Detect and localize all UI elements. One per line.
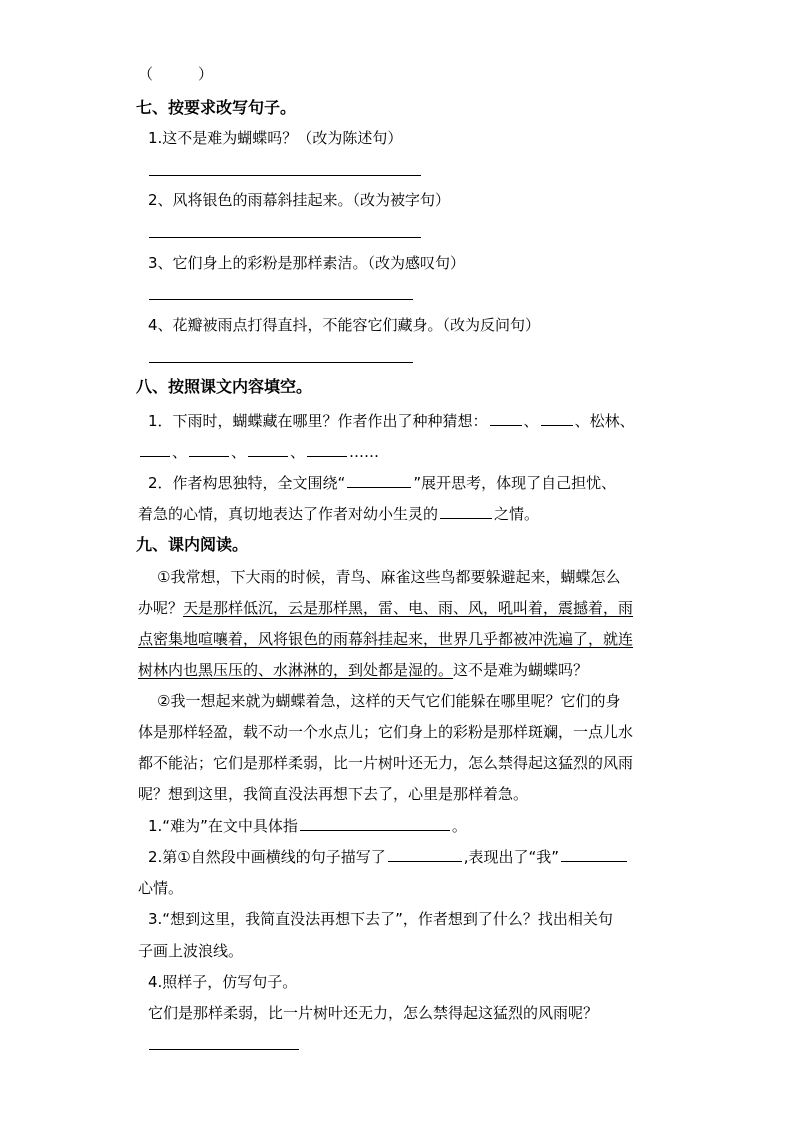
top-answer-paren: （ ） <box>138 65 214 83</box>
s8-q1-blank-2[interactable] <box>541 411 573 426</box>
s8-q1-sep: 、 <box>290 443 306 461</box>
passage-p2-line-4: 呢？想到这里，我简直没法再想下去了，心里是那样着急。 <box>138 785 529 803</box>
s8-q1-blank-3[interactable] <box>140 442 170 457</box>
s7-answer-line-4[interactable] <box>149 362 413 363</box>
passage-p1-line-4 <box>138 659 588 681</box>
passage-p2-line-2: 体是那样轻盈，载不动一个水点儿；它们身上的彩粉是那样斑斓，一点儿水 <box>138 723 634 741</box>
s9-q2-blank-1[interactable] <box>388 847 462 862</box>
s9-q1-blank[interactable] <box>300 816 450 831</box>
s8-q1-blank-6[interactable] <box>307 442 347 457</box>
s9-question-2-line-2: 心情。 <box>138 879 184 897</box>
s8-q1-text: 1．下雨时，蝴蝶藏在哪里？作者作出了种种猜想： <box>148 412 488 430</box>
s9-question-3-line-1: 3.“想到这里，我简直没法再想下去了”，作者想到了什么？找出相关句 <box>148 910 613 928</box>
s8-q2-text-c: 着急的心情，真切地表达了作者对幼小生灵的 <box>138 505 439 523</box>
s9-question-3-line-2: 子画上波浪线。 <box>138 942 244 960</box>
s8-q2-text-b: ”展开思考，体现了自己担忧、 <box>413 474 617 492</box>
s8-q1-sep: 、 <box>523 412 539 430</box>
passage-p1-underlined: 树林内也黑压压的、水淋淋的，到处都是湿的。 <box>138 661 454 679</box>
s9-question-4: 4.照样子，仿写句子。 <box>148 973 298 991</box>
s8-question-1-line-2 <box>138 441 379 463</box>
s9-q1-text: 1.“难为”在文中具体指 <box>148 817 298 835</box>
s8-question-2-line-2 <box>138 503 539 525</box>
passage-p1-plain: 办呢？ <box>138 599 184 617</box>
s8-q1-sep: 、 <box>172 443 188 461</box>
passage-p1-line-1: ①我常想，下大雨的时候，青鸟、麻雀这些鸟都要躲避起来，蝴蝶怎么 <box>157 568 621 586</box>
s8-question-1-line-1 <box>148 410 635 432</box>
passage-p1-line-3: 点密集地喧嚷着，风将银色的雨幕斜挂起来，世界几乎都被冲洗遍了，就连 <box>138 630 634 648</box>
passage-p1-line-2 <box>138 597 633 619</box>
s9-q2-text-a: 2.第①自然段中画横线的句子描写了 <box>148 848 386 866</box>
s7-answer-line-3[interactable] <box>149 299 413 300</box>
s9-q4-example-sentence: 它们是那样柔弱，比一片树叶还无力，怎么禁得起这猛烈的风雨呢？ <box>148 1004 599 1022</box>
s7-question-2: 2、风将银色的雨幕斜挂起来。（改为被字句） <box>148 191 451 209</box>
passage-p1-plain: 这不是难为蝴蝶吗？ <box>453 661 589 679</box>
s8-q2-blank-1[interactable] <box>347 473 411 488</box>
s7-question-1: 1.这不是难为蝴蝶吗？（改为陈述句） <box>148 129 403 147</box>
s9-q4-answer-line[interactable] <box>149 1049 299 1050</box>
s8-q2-text-d: 之情。 <box>494 505 540 523</box>
s8-q1-sep: 、 <box>231 443 247 461</box>
s8-q1-blank-4[interactable] <box>189 442 229 457</box>
s8-q1-sep: 、 <box>619 412 635 430</box>
s8-q2-text-a: 2．作者构思独特，全文围绕“ <box>148 474 346 492</box>
s8-q1-blank-5[interactable] <box>248 442 288 457</box>
s7-answer-line-2[interactable] <box>149 237 421 238</box>
s9-q1-end: 。 <box>451 817 467 835</box>
s7-answer-line-1[interactable] <box>149 175 421 176</box>
s7-question-3: 3、它们身上的彩粉是那样素洁。（改为感叹句） <box>148 254 466 272</box>
s9-question-1 <box>148 815 467 837</box>
section-8-title: 八、按照课文内容填空。 <box>136 377 313 396</box>
s8-q2-blank-2[interactable] <box>440 504 492 519</box>
s8-q1-songlin: 松林 <box>589 412 620 430</box>
passage-p2-line-1: ②我一想起来就为蝴蝶着急，这样的天气它们能躲在哪里呢？它们的身 <box>157 692 621 710</box>
s8-q1-sep: 、 <box>574 412 590 430</box>
s8-question-2-line-1 <box>148 472 616 494</box>
s7-question-4: 4、花瓣被雨点打得直抖，不能容它们藏身。（改为反问句） <box>148 316 541 334</box>
s8-q1-blank-1[interactable] <box>490 411 522 426</box>
passage-p2-line-3: 都不能沾；它们是那样柔弱，比一片树叶还无力，怎么禁得起这猛烈的风雨 <box>138 754 634 772</box>
section-7-title: 七、按要求改写句子。 <box>136 98 297 117</box>
s9-q2-text-b: ,表现出了“我” <box>463 848 560 866</box>
passage-p1-underlined: 天是那样低沉，云是那样黑，雷、电、雨、风，吼叫着，震撼着，雨 <box>183 599 634 617</box>
s9-question-2-line-1 <box>148 846 629 868</box>
section-9-title: 九、课内阅读。 <box>136 535 249 554</box>
s9-q2-blank-2[interactable] <box>561 847 627 862</box>
s8-q1-ellipsis: …… <box>349 443 380 461</box>
